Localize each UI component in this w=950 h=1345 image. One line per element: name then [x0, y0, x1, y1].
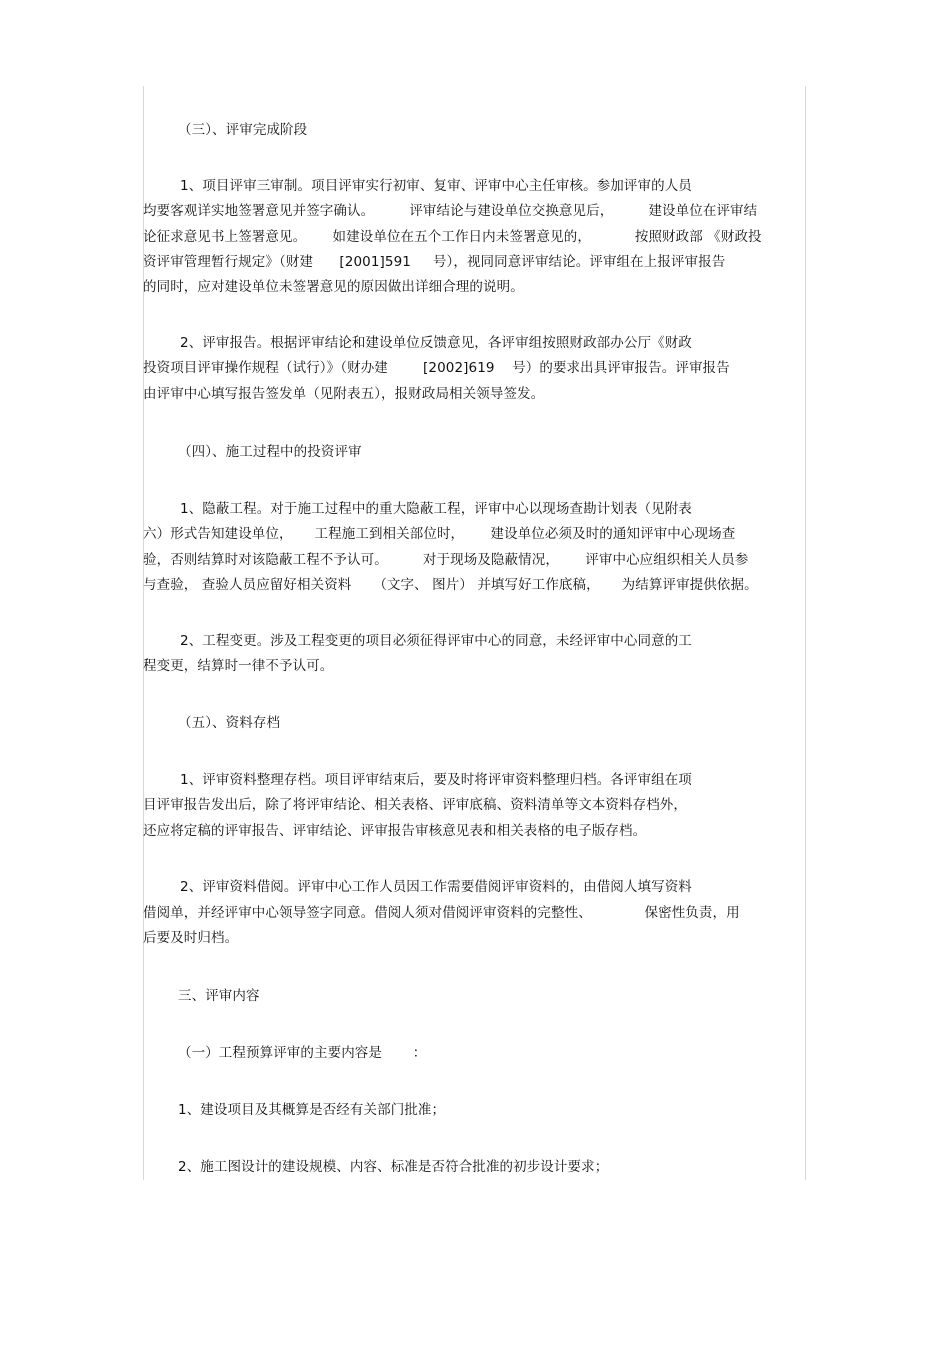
- section-heading-archiving: （五）、资料存档: [178, 715, 281, 731]
- paragraph-line: 程变更，结算时一律不予认可。: [143, 658, 334, 674]
- paragraph-line: 后要及时归档。: [143, 930, 239, 946]
- paragraph-line: 六）形式告知建设单位， 工程施工到相关部位时， 建设单位必须及时的通知评审中心现场查: [143, 526, 736, 542]
- section-heading-construction-review: （四）、施工过程中的投资评审: [178, 444, 362, 460]
- paragraph-line: 1、评审资料整理存档。项目评审结束后，要及时将评审资料整理归档。各评审组在项: [180, 772, 692, 788]
- paragraph-line: 1、项目评审三审制。项目评审实行初审、复审、评审中心主任审核。参加评审的人员: [180, 178, 692, 194]
- document-page: [143, 86, 806, 1180]
- paragraph-line: 的同时，应对建设单位未签署意见的原因做出详细合理的说明。: [143, 279, 524, 295]
- paragraph-line: 借阅单，并经评审中心领导签字同意。借阅人须对借阅评审资料的完整性、 保密性负责，用: [143, 905, 740, 921]
- paragraph-line: 投资项目评审操作规程（试行）》（财办建 [2002]619 号）的要求出具评审报告。评审报告: [143, 360, 730, 376]
- subsection-heading-budget-review: （一）工程预算评审的主要内容是 ：: [178, 1045, 427, 1061]
- list-item: 1、建设项目及其概算是否经有关部门批准；: [178, 1102, 446, 1118]
- section-heading-completion-stage: （三）、评审完成阶段: [178, 122, 308, 138]
- paragraph-line: 目评审报告发出后，除了将评审结论、相关表格、评审底稿、资料清单等文本资料存档外，: [143, 797, 687, 813]
- paragraph-line: 1、隐蔽工程。对于施工过程中的重大隐蔽工程，评审中心以现场查勘计划表（见附表: [180, 501, 692, 517]
- paragraph-line: 验，否则结算时对该隐蔽工程不予认可。 对于现场及隐蔽情况， 评审中心应组织相关人员参: [143, 552, 749, 568]
- section-heading-review-content: 三、评审内容: [178, 988, 260, 1004]
- paragraph-line: 均要客观详实地签署意见并签字确认。 评审结论与建设单位交换意见后， 建设单位在评审结: [143, 203, 758, 219]
- list-item: 2、施工图设计的建设规模、内容、标准是否符合批准的初步设计要求；: [178, 1159, 609, 1175]
- paragraph-line: 2、工程变更。涉及工程变更的项目必须征得评审中心的同意，未经评审中心同意的工: [180, 633, 692, 649]
- paragraph-line: 2、评审报告。根据评审结论和建设单位反馈意见，各评审组按照财政部办公厅《财政: [180, 335, 692, 351]
- paragraph-line: 还应将定稿的评审报告、评审结论、评审报告审核意见表和相关表格的电子版存档。: [143, 823, 647, 839]
- paragraph-line: 资评审管理暂行规定》（财建 [2001]591 号），视同同意评审结论。评审组在上报评审报告: [143, 254, 726, 270]
- paragraph-line: 2、评审资料借阅。评审中心工作人员因工作需要借阅评审资料的，由借阅人填写资料: [180, 879, 692, 895]
- paragraph-line: 由评审中心填写报告签发单（见附表五），报财政局相关领导签发。: [143, 386, 545, 402]
- paragraph-line: 与查验， 查验人员应留好相关资料 （文字、 图片） 并填写好工作底稿， 为结算评审提供依据。: [143, 577, 758, 593]
- paragraph-line: 论征求意见书上签署意见。 如建设单位在五个工作日内未签署意见的， 按照财政部 《财政投: [143, 229, 762, 245]
